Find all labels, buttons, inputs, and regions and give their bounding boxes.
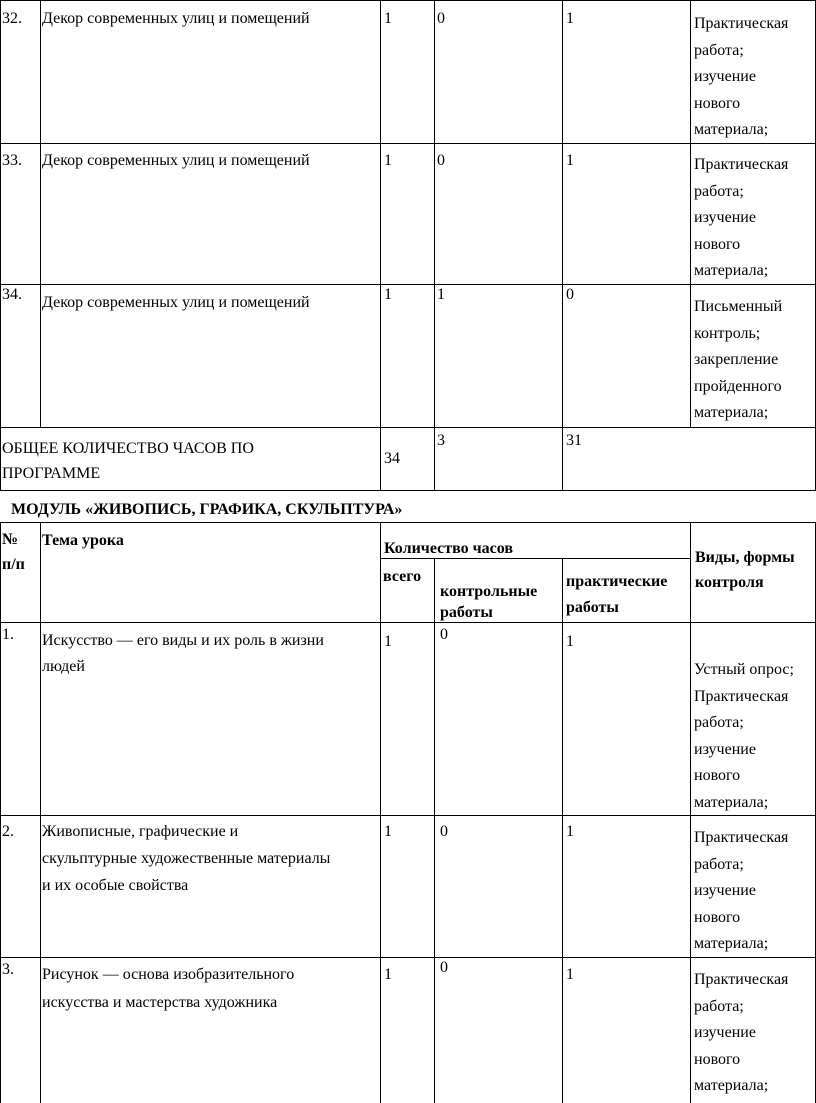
table-border — [0, 0, 816, 1]
hours-total: 1 — [384, 152, 392, 169]
row-number: 2. — [2, 823, 14, 840]
column-divider — [690, 0, 691, 428]
header-total: всего — [383, 568, 422, 585]
column-divider — [690, 522, 691, 1103]
header-bottom — [0, 622, 816, 623]
total-hours: 34 — [384, 450, 400, 467]
control-form-line: изучение — [694, 68, 756, 85]
control-form-line: изучение — [694, 209, 756, 226]
lesson-topic: Искусство — его виды и их роль в жизни — [42, 632, 324, 649]
control-form-line: изучение — [694, 1024, 756, 1041]
column-divider — [562, 0, 563, 491]
control-form-line: Практическая — [694, 687, 789, 705]
control-form-line: Устный опрос; — [694, 661, 794, 678]
column-divider — [40, 522, 41, 1103]
header-control: контрольные — [440, 583, 538, 600]
control-form-line: Практическая — [694, 829, 789, 846]
lesson-topic: Живописные, графические и — [42, 823, 239, 840]
hours-control: 0 — [437, 10, 445, 27]
column-divider — [434, 558, 435, 1103]
control-forms — [694, 152, 788, 285]
control-form-line: контроль; — [694, 324, 761, 342]
control-form-line: Письменный — [694, 298, 783, 315]
control-forms — [694, 967, 788, 1100]
hours-control: 0 — [437, 152, 445, 169]
control-form-line: работа; — [694, 41, 744, 59]
hours-total: 1 — [384, 823, 392, 840]
control-form-line: работа; — [694, 182, 744, 200]
header-control-forms: контроля — [695, 574, 764, 591]
control-form-line: материала; — [694, 793, 769, 811]
header-topic: Тема урока — [42, 532, 124, 549]
control-forms — [694, 657, 794, 816]
hours-total: 1 — [384, 966, 392, 983]
table-border — [0, 490, 816, 491]
control-form-line: нового — [694, 1050, 741, 1068]
total-label: ОБЩЕЕ КОЛИЧЕСТВО ЧАСОВ ПО — [2, 440, 254, 457]
row-number: 1. — [2, 626, 14, 643]
control-form-line: нового — [694, 908, 741, 926]
total-label: ПРОГРАММЕ — [2, 465, 101, 482]
hours-control: 0 — [440, 959, 448, 976]
control-form-line: Практическая — [694, 971, 789, 988]
control-form-line: материала; — [694, 262, 769, 279]
row-number: 3. — [2, 961, 14, 978]
control-forms — [694, 294, 782, 427]
column-divider — [0, 522, 1, 1103]
header-practical: работы — [566, 599, 619, 616]
total-control-hours: 3 — [437, 432, 445, 449]
row-number: 33. — [2, 152, 22, 169]
control-form-line: закрепление — [694, 351, 779, 368]
lesson-topic: Декор современных улиц и помещений — [42, 152, 310, 169]
control-form-line: изучение — [694, 882, 756, 899]
table-border — [0, 522, 816, 523]
lesson-topic: людей — [42, 658, 85, 675]
row-divider — [0, 427, 816, 428]
hours-control: 0 — [440, 823, 448, 840]
control-form-line: пройденного — [694, 377, 782, 395]
column-divider — [0, 0, 1, 491]
lesson-topic: скульптурные художественные материалы — [42, 850, 331, 867]
control-forms — [694, 825, 788, 958]
hours-total: 1 — [384, 286, 392, 303]
column-divider — [40, 0, 41, 428]
control-form-line: нового — [694, 235, 741, 253]
lesson-topic: искусства и мастерства художника — [42, 994, 278, 1011]
hours-total: 1 — [384, 10, 392, 27]
control-form-line: Практическая — [694, 15, 789, 32]
control-form-line: изучение — [694, 740, 756, 758]
control-form-line: работа; — [694, 997, 744, 1015]
hours-control: 0 — [440, 626, 448, 643]
hours-total: 1 — [384, 633, 392, 650]
hours-practical: 1 — [566, 633, 574, 650]
control-form-line: материала; — [694, 404, 769, 421]
control-forms — [694, 11, 788, 144]
lesson-topic: Декор современных улиц и помещений — [42, 10, 310, 27]
hours-control: 1 — [437, 286, 445, 303]
module-title: МОДУЛЬ «ЖИВОПИСЬ, ГРАФИКА, СКУЛЬПТУРА» — [11, 501, 403, 518]
total-practical-hours: 31 — [566, 432, 582, 449]
header-hours: Количество часов — [384, 540, 513, 557]
hours-practical: 0 — [566, 286, 574, 303]
control-form-line: работа; — [694, 855, 744, 873]
control-form-line: нового — [694, 767, 741, 784]
hours-practical: 1 — [566, 966, 574, 983]
hours-practical: 1 — [566, 152, 574, 169]
lesson-topic: и их особые свойства — [42, 877, 189, 894]
lesson-topic: Рисунок — основа изобразительного — [42, 966, 295, 983]
control-form-line: материала; — [694, 121, 769, 138]
header-control: работы — [440, 604, 493, 621]
control-form-line: нового — [694, 94, 741, 112]
control-form-line: Практическая — [694, 156, 789, 173]
header-number: п/п — [2, 556, 25, 573]
hours-practical: 1 — [566, 10, 574, 27]
control-form-line: материала; — [694, 935, 769, 952]
column-divider — [380, 0, 381, 491]
header-practical: практические — [566, 573, 668, 590]
header-control-forms: Виды, формы — [695, 549, 795, 566]
header-number: № — [2, 531, 19, 548]
hours-practical: 1 — [566, 823, 574, 840]
lesson-topic: Декор современных улиц и помещений — [42, 294, 310, 311]
row-number: 32. — [2, 10, 22, 27]
control-form-line: работа; — [694, 714, 744, 731]
control-form-line: материала; — [694, 1077, 769, 1094]
column-divider — [434, 0, 435, 491]
column-divider — [562, 558, 563, 1103]
row-number: 34. — [2, 286, 22, 303]
column-divider — [380, 522, 381, 1103]
